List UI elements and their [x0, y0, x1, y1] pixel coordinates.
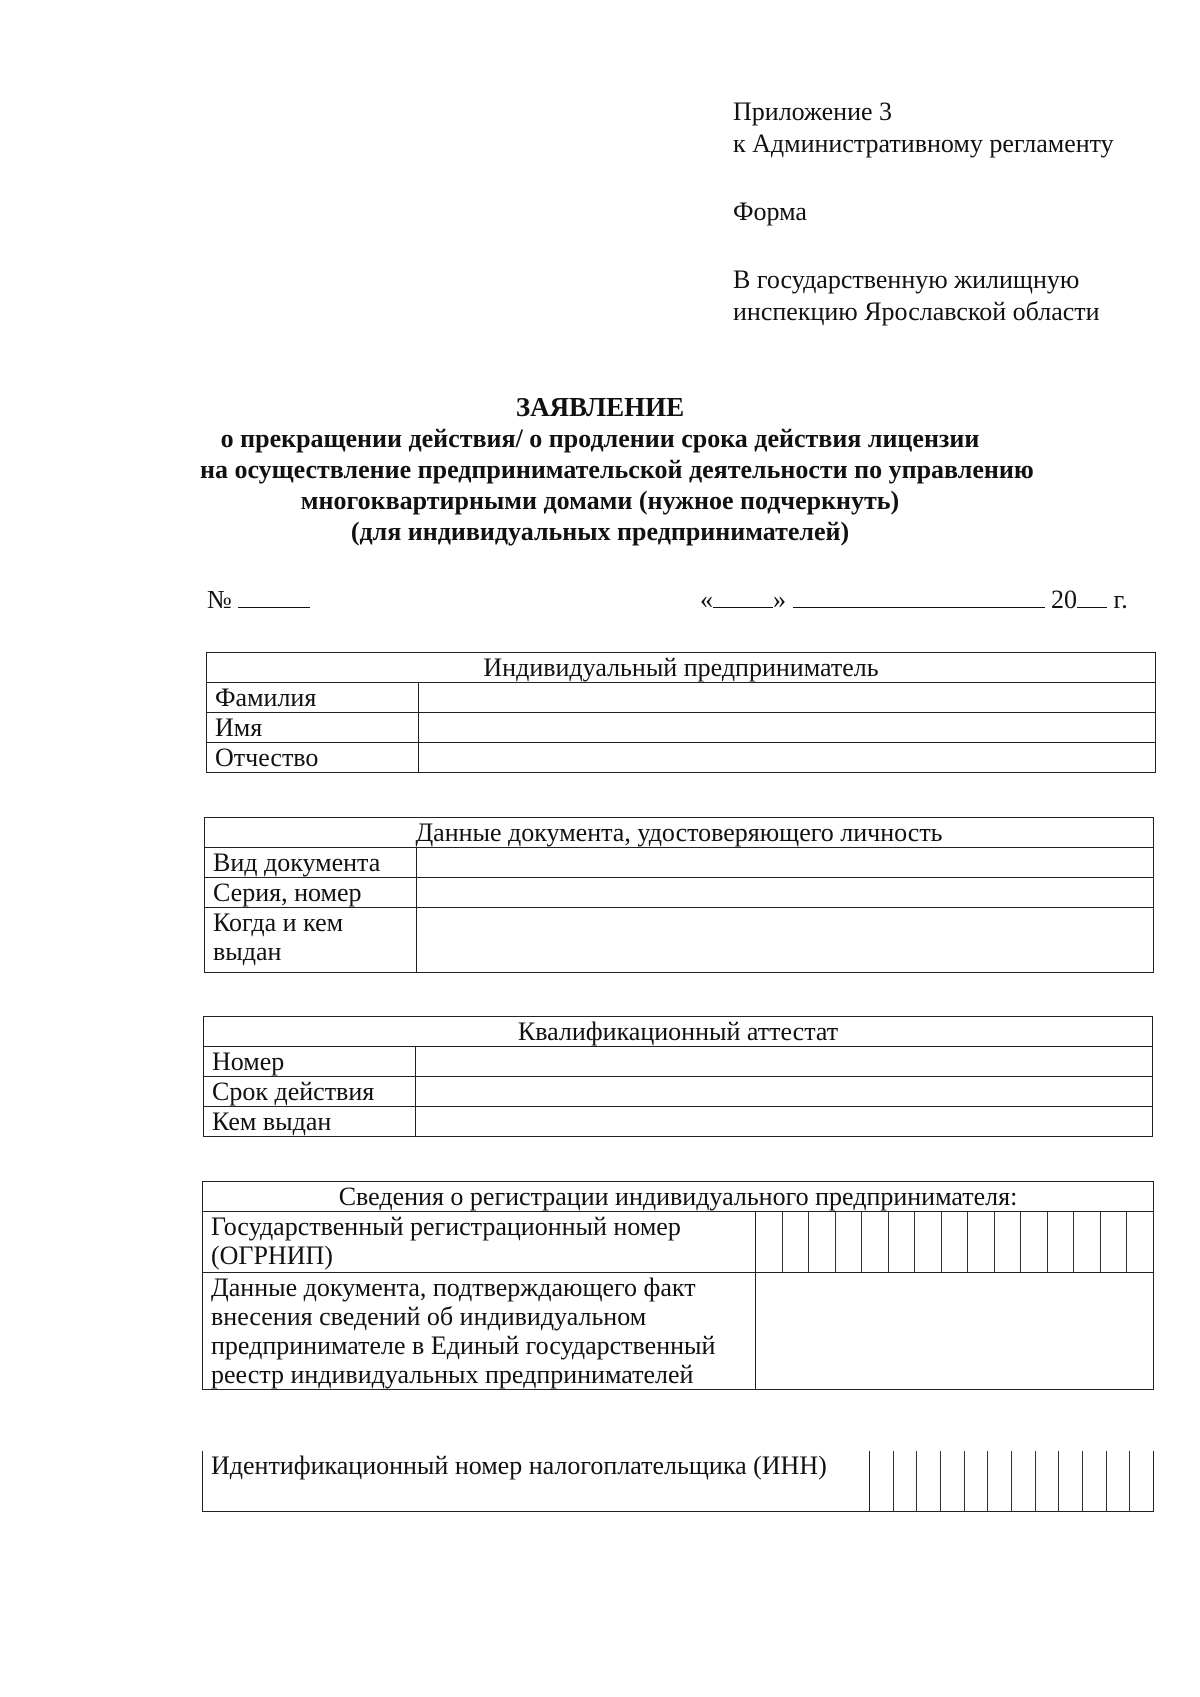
issued-field[interactable] [417, 908, 1154, 973]
title-line-2: на осуществление предпринимательской деятельности по управлению [200, 455, 1034, 484]
form-label: Форма [733, 197, 807, 226]
number-blank[interactable] [238, 585, 310, 608]
quote-close: » [773, 585, 786, 614]
registry-document-field[interactable] [756, 1273, 1154, 1390]
cert-issuer-field[interactable] [416, 1107, 1153, 1137]
application-date [700, 584, 1128, 616]
registry-document-label: Данные документа, подтверждающего факт внесения сведений об индивидуальном предпринимателе в Единый государственный реестр индивидуальных предпринимателей [203, 1273, 756, 1390]
year-prefix: 20 [1051, 585, 1077, 614]
quote-open: « [700, 585, 713, 614]
ogrnip-label: Государственный регистрационный номер (ОГРНИП) [203, 1212, 756, 1273]
year-blank[interactable] [1077, 585, 1107, 608]
patronymic-label: Отчество [207, 743, 419, 773]
surname-field[interactable] [419, 683, 1156, 713]
cert-number-field[interactable] [416, 1047, 1153, 1077]
identity-heading: Данные документа, удостоверяющего личность [205, 818, 1154, 848]
surname-label: Фамилия [207, 683, 419, 713]
identity-document-table [204, 817, 1154, 973]
month-blank[interactable] [793, 585, 1045, 608]
registration-table [202, 1181, 1154, 1390]
appendix-line-2: к Административному регламенту [733, 129, 1114, 158]
title-line-1: о прекращении действия/ о продлении срока действия лицензии [220, 424, 980, 453]
cert-validity-label: Срок действия [204, 1077, 416, 1107]
appendix-reference [733, 96, 1114, 160]
table-row [207, 683, 1156, 713]
table-row [205, 878, 1154, 908]
series-number-field[interactable] [417, 878, 1154, 908]
year-suffix: г. [1113, 585, 1128, 614]
appendix-line-1: Приложение 3 [733, 97, 893, 126]
name-label: Имя [207, 713, 419, 743]
entrepreneur-table [206, 652, 1156, 773]
table-row [204, 1077, 1153, 1107]
issued-label: Когда и кем выдан [205, 908, 417, 973]
qualification-certificate-table [203, 1016, 1153, 1137]
inn-table [202, 1451, 1154, 1512]
cert-validity-field[interactable] [416, 1077, 1153, 1107]
table-row [204, 1047, 1153, 1077]
entrepreneur-heading: Индивидуальный предприниматель [207, 653, 1156, 683]
application-number [207, 584, 310, 616]
ogrnip-cells[interactable] [756, 1212, 1154, 1273]
title-line-4: (для индивидуальных предпринимателей) [350, 517, 850, 546]
table-row [203, 1273, 1154, 1390]
number-sign: № [207, 585, 232, 614]
certificate-heading: Квалификационный аттестат [204, 1017, 1153, 1047]
patronymic-field[interactable] [419, 743, 1156, 773]
addressee-line-2: инспекцию Ярославской области [733, 297, 1100, 326]
name-field[interactable] [419, 713, 1156, 743]
table-row [204, 1107, 1153, 1137]
cert-issuer-label: Кем выдан [204, 1107, 416, 1137]
addressee-line-1: В государственную жилищную [733, 265, 1080, 294]
inn-cells[interactable] [870, 1451, 1154, 1512]
series-number-label: Серия, номер [205, 878, 417, 908]
doc-type-label: Вид документа [205, 848, 417, 878]
title-line-3: многоквартирными домами (нужное подчеркнуть) [300, 486, 900, 515]
table-row [205, 908, 1154, 973]
document-title [200, 392, 1034, 547]
table-row [207, 743, 1156, 773]
table-row [203, 1451, 1154, 1512]
table-row [207, 713, 1156, 743]
addressee [733, 264, 1100, 328]
registration-heading: Сведения о регистрации индивидуального предпринимателя: [203, 1182, 1154, 1212]
table-row [203, 1212, 1154, 1273]
day-blank[interactable] [713, 585, 773, 608]
table-row [205, 848, 1154, 878]
cert-number-label: Номер [204, 1047, 416, 1077]
title-main: ЗАЯВЛЕНИЕ [515, 392, 685, 422]
doc-type-field[interactable] [417, 848, 1154, 878]
inn-label: Идентификационный номер налогоплательщика (ИНН) [203, 1451, 870, 1512]
